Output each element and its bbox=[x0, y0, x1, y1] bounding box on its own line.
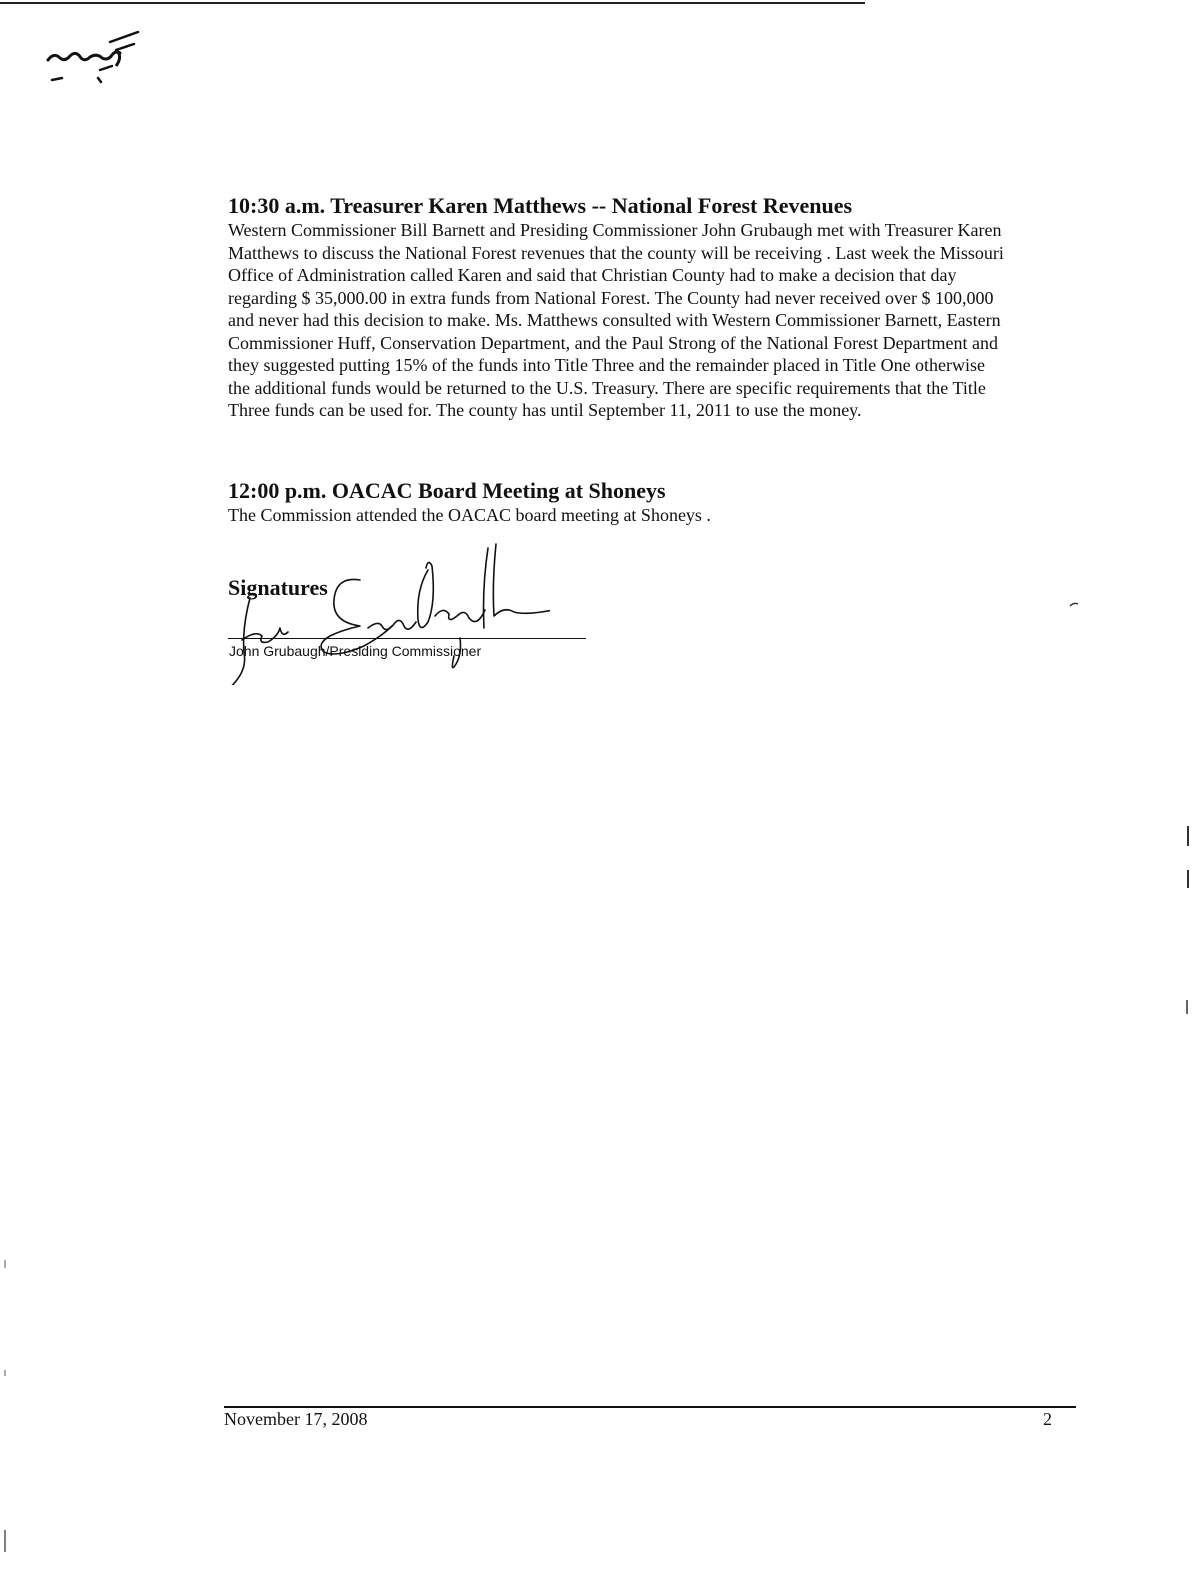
entry-body bbox=[228, 504, 1088, 527]
entry-body bbox=[228, 219, 1076, 422]
body-line: Matthews to discuss the National Forest revenues that the county will be receiving . Last week the Missouri bbox=[228, 242, 1004, 263]
body-line: and never had this decision to make. Ms. Matthews consulted with Western Commissioner Barnett, Eastern bbox=[228, 310, 1001, 330]
page-number: 2 bbox=[1043, 1409, 1052, 1429]
scan-left-edge-specks bbox=[3, 1260, 7, 1560]
minutes-entry-oacac bbox=[228, 478, 1088, 527]
body-line: Commissioner Huff, Conservation Department, and the Paul Strong of the National Forest Department and bbox=[228, 332, 999, 353]
body-line: the additional funds would be returned to the U.S. Treasury. There are specific requirements that the Title bbox=[228, 377, 986, 398]
body-line: The Commission attended the OACAC board meeting at Shoneys . bbox=[228, 505, 711, 525]
signature-caption: John Grubaugh/Presiding Commissioner bbox=[229, 643, 482, 659]
body-line: regarding $ 35,000.00 in extra funds from National Forest. The County had never received over $ 100,000 bbox=[228, 287, 994, 308]
scan-specks bbox=[1060, 590, 1200, 1030]
signatures-label: Signatures bbox=[228, 575, 328, 600]
scan-top-border-line bbox=[0, 2, 865, 4]
body-line: Office of Administration called Karen and said that Christian County had to make a decision that day bbox=[228, 265, 957, 285]
body-line: they suggested putting 15% of the funds into Title Three and the remainder placed in Title One otherwise bbox=[228, 355, 986, 375]
minutes-entry-treasurer bbox=[228, 193, 1088, 422]
body-line: Western Commissioner Bill Barnett and Presiding Commissioner John Grubaugh met with Treasurer Karen bbox=[228, 220, 1002, 240]
body-line: Three funds can be used for. The county has until September 11, 2011 to use the money. bbox=[228, 400, 862, 420]
entry-heading: 10:30 a.m. Treasurer Karen Matthews -- National Forest Revenues bbox=[228, 193, 853, 218]
footer-date: November 17, 2008 bbox=[224, 1409, 368, 1429]
handwritten-signature bbox=[220, 540, 550, 685]
entry-heading: 12:00 p.m. OACAC Board Meeting at Shoneys bbox=[228, 478, 666, 503]
handwritten-corner-mark bbox=[40, 28, 150, 98]
footer-rule bbox=[224, 1406, 1076, 1408]
